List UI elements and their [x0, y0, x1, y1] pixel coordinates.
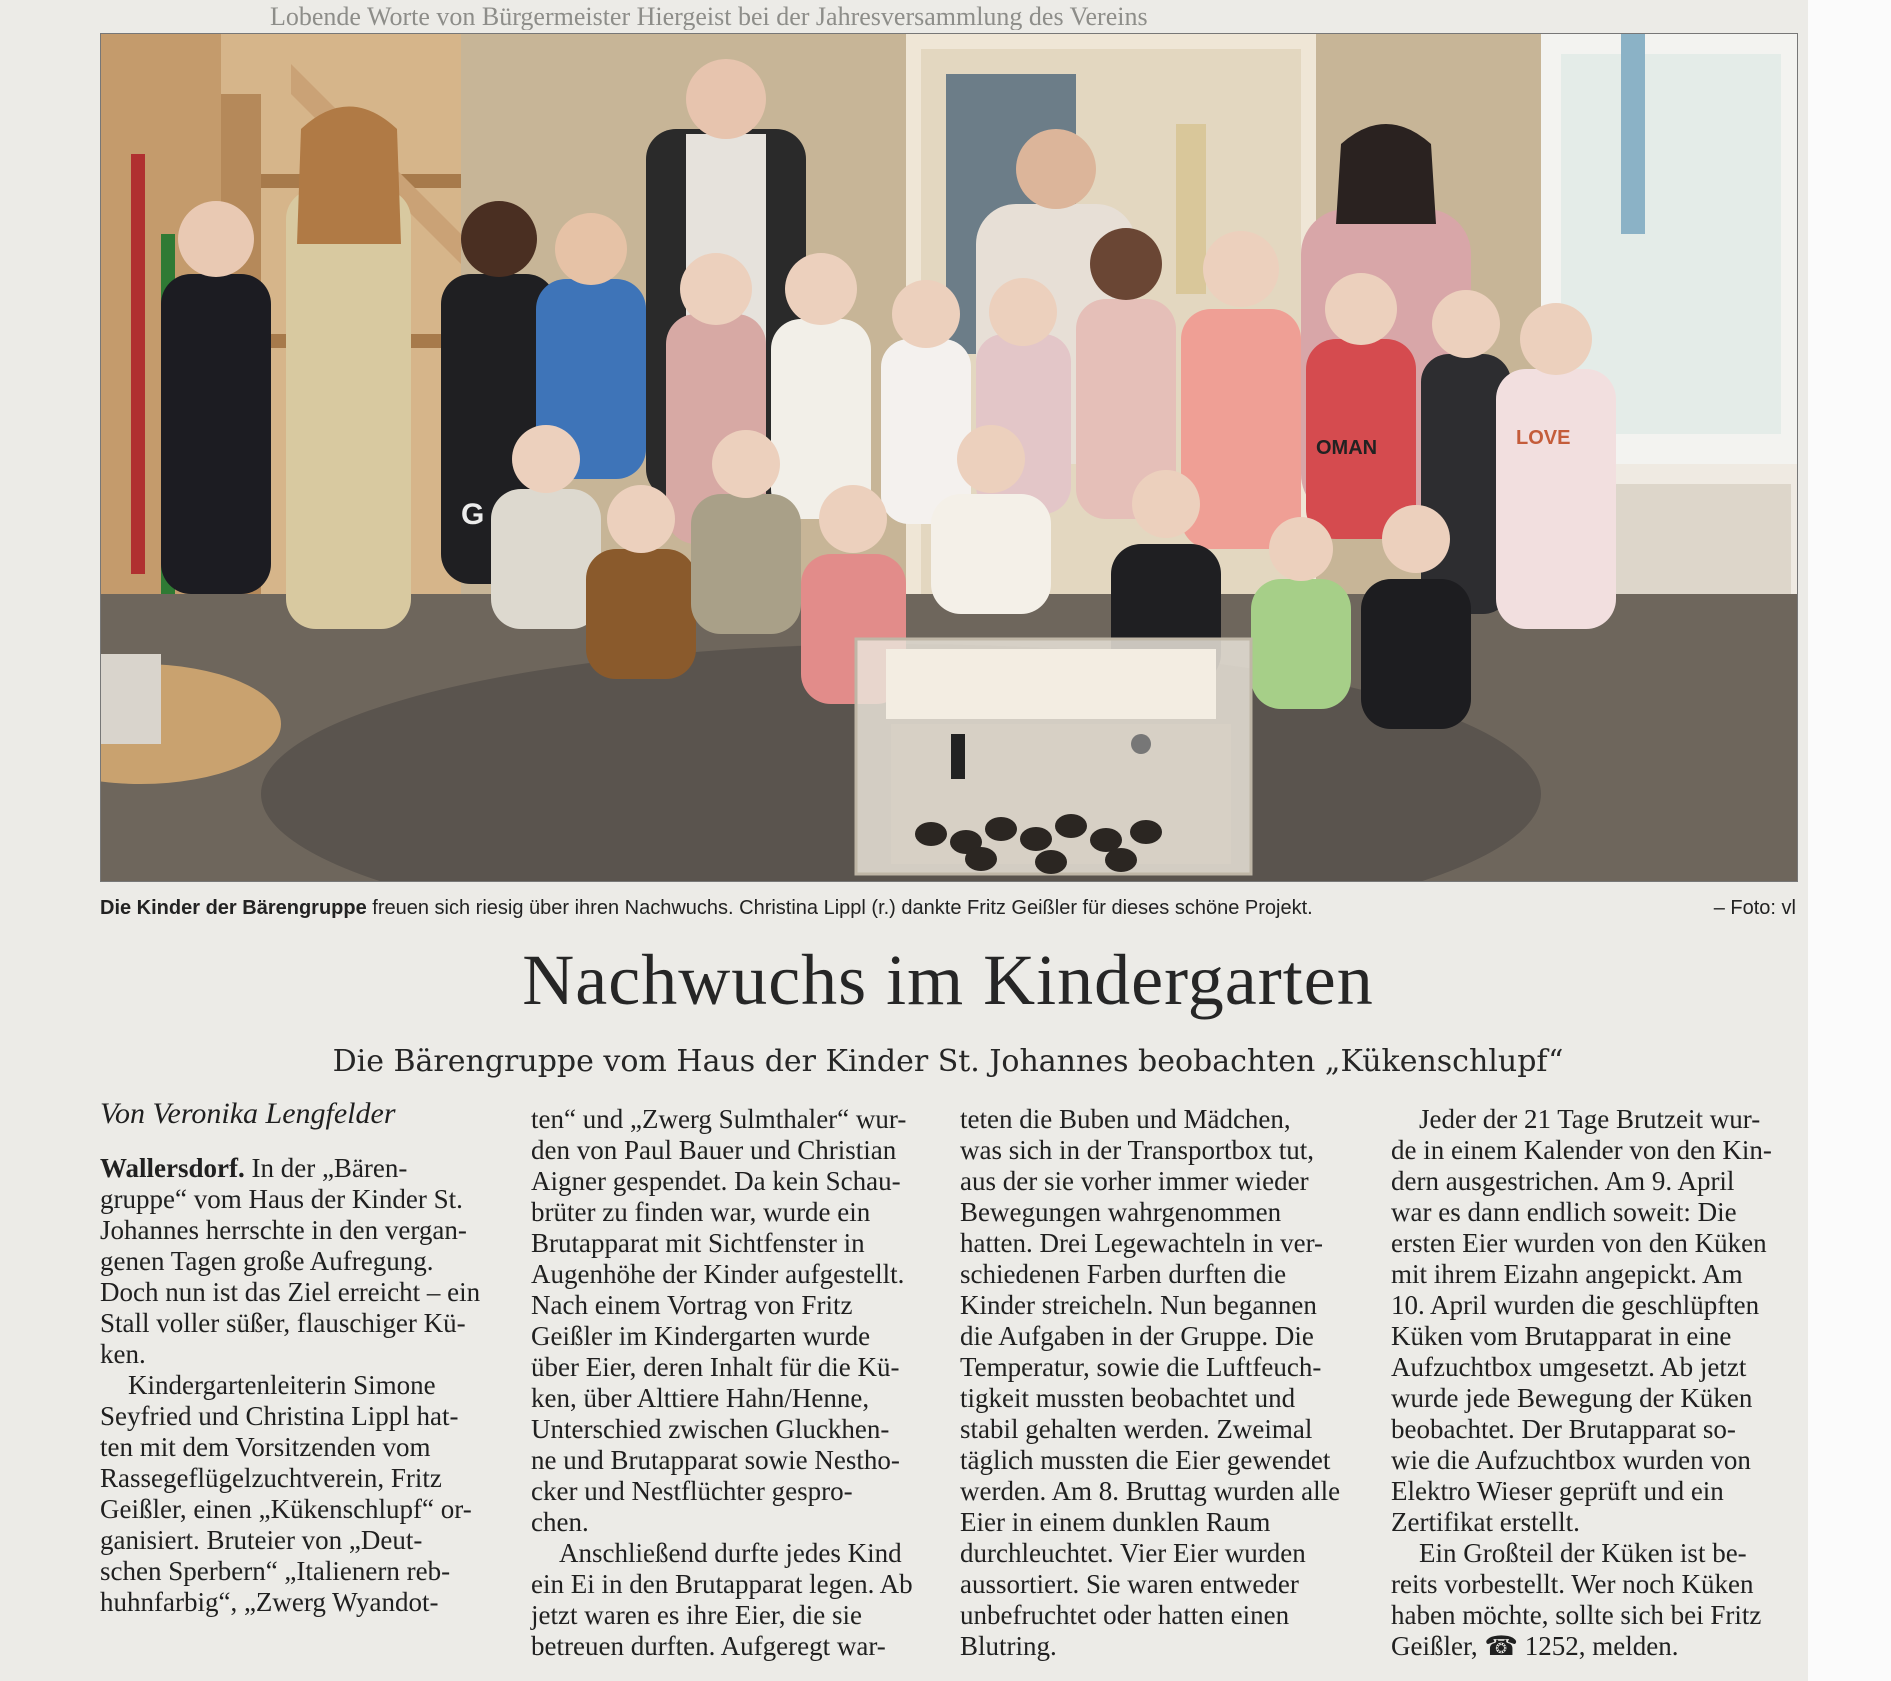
neighbour-headline: Lobende Worte von Bürgermeister Hiergeist bei der Jahresversammlung des Vereins: [270, 2, 1148, 30]
text-line: Jeder der 21 Tage Brutzeit wur-: [1419, 1104, 1761, 1134]
text-line: unbefruchtet oder hatten einen: [960, 1600, 1290, 1630]
text-line: [100, 1153, 520, 1184]
text-line: Geißler, ☎ 1252, melden.: [1391, 1631, 1679, 1661]
text-line: Geißler, einen „Kükenschlupf“ or-: [100, 1494, 472, 1524]
text-line: hatten. Drei Legewachteln in ver-: [960, 1228, 1324, 1258]
text-line: 10. April wurden die geschlüpften: [1391, 1290, 1760, 1320]
text-line: reits vorbestellt. Wer noch Küken: [1391, 1569, 1754, 1599]
text-line: teten die Buben und Mädchen,: [960, 1104, 1291, 1134]
text-line: Seyfried und Christina Lippl hat-: [100, 1401, 459, 1431]
text-line: Aufzuchtbox umgesetzt. Ab jetzt: [1391, 1352, 1747, 1382]
text-line: die Aufgaben in der Gruppe. Die: [960, 1321, 1314, 1351]
text-line: ne und Brutapparat sowie Nestho-: [531, 1445, 900, 1475]
text-line: wurde jede Bewegung der Küken: [1391, 1383, 1753, 1413]
text-line: gruppe“ vom Haus der Kinder St.: [100, 1184, 463, 1214]
article-photo: [100, 33, 1798, 882]
text-line: ken.: [100, 1339, 146, 1369]
text-line: ersten Eier wurden von den Küken: [1391, 1228, 1767, 1258]
text-line: aus der sie vorher immer wieder: [960, 1166, 1309, 1196]
text-line: Rassegeflügelzuchtverein, Fritz: [100, 1463, 442, 1493]
text-line: Augenhöhe der Kinder aufgestellt.: [531, 1259, 905, 1289]
text-line: war es dann endlich soweit: Die: [1391, 1197, 1737, 1227]
text-line: Kinder streicheln. Nun begannen: [960, 1290, 1317, 1320]
text-line: Anschließend durfte jedes Kind: [559, 1538, 902, 1568]
text-line: Doch nun ist das Ziel erreicht – ein: [100, 1277, 481, 1307]
article-column-2: [531, 1104, 951, 1662]
text-line: Unterschied zwischen Gluckhen-: [531, 1414, 890, 1444]
article-column-3: [960, 1104, 1380, 1662]
text-line: Zertifikat erstellt.: [1391, 1507, 1580, 1537]
text-line: Ein Großteil der Küken ist be-: [1419, 1538, 1747, 1568]
text-line: den von Paul Bauer und Christian: [531, 1135, 897, 1165]
text-line: Küken vom Brutapparat in eine: [1391, 1321, 1732, 1351]
text-line: werden. Am 8. Bruttag wurden alle: [960, 1476, 1341, 1506]
text-line: brüter zu finden war, wurde ein: [531, 1197, 871, 1227]
text-line: jetzt waren es ihre Eier, die sie: [531, 1600, 863, 1630]
text-line: aussortiert. Sie waren entweder: [960, 1569, 1299, 1599]
text-line: ten mit dem Vorsitzenden vom: [100, 1432, 431, 1462]
text-line: durchleuchtet. Vier Eier wurden: [960, 1538, 1306, 1568]
text-line: Elektro Wieser geprüft und ein: [1391, 1476, 1724, 1506]
shirt-text: LOVE: [1516, 427, 1571, 449]
text-line: Eier in einem dunklen Raum: [960, 1507, 1271, 1537]
caption-text: freuen sich riesig über ihren Nachwuchs. Christina Lippl (r.) dankte Fritz Geißler für dieses schöne Projekt.: [366, 897, 1313, 919]
text-line: tigkeit mussten beobachtet und: [960, 1383, 1296, 1413]
shirt-text: OMAN: [1316, 437, 1378, 459]
text-line: ken, über Alttiere Hahn/Henne,: [531, 1383, 870, 1413]
text-line: Brutapparat mit Sichtfenster in: [531, 1228, 865, 1258]
text-line: chen.: [531, 1507, 589, 1537]
text-line: ein Ei in den Brutapparat legen. Ab: [531, 1569, 913, 1599]
article-subhead: Die Bärengruppe vom Haus der Kinder St. Johannes beobachten „Kükenschlupf“: [332, 1044, 1564, 1079]
text-line: Bewegungen wahrgenommen: [960, 1197, 1282, 1227]
text-line: Aigner gespendet. Da kein Schau-: [531, 1166, 901, 1196]
text-line: betreuen durften. Aufgeregt war-: [531, 1631, 886, 1661]
article-column-4: [1391, 1104, 1811, 1662]
text-line: ten“ und „Zwerg Sulmthaler“ wur-: [531, 1104, 907, 1134]
text-line: genen Tagen große Aufregung.: [100, 1246, 434, 1276]
text-line: beobachtet. Der Brutapparat so-: [1391, 1414, 1736, 1444]
text-line: schiedenen Farben durften die: [960, 1259, 1287, 1289]
text-line: Geißler im Kindergarten wurde: [531, 1321, 871, 1351]
text-line: schen Sperbern“ „Italienern reb-: [100, 1556, 451, 1586]
article-column-1: [100, 1153, 520, 1618]
dateline: Wallersdorf.: [100, 1153, 245, 1183]
text-line: Nach einem Vortrag von Fritz: [531, 1290, 853, 1320]
article-headline: Nachwuchs im Kindergarten: [522, 940, 1374, 1020]
text-line: Blutring.: [960, 1631, 1057, 1661]
caption-lead: Die Kinder der Bärengruppe: [100, 897, 367, 919]
text-line: huhnfarbig“, „Zwerg Wyandot-: [100, 1587, 439, 1617]
article-byline: Von Veronika Lengfelder: [100, 1097, 396, 1130]
text-line: was sich in der Transportbox tut,: [960, 1135, 1314, 1165]
text-line: cker und Nestflüchter gespro-: [531, 1476, 853, 1506]
text-line: täglich mussten die Eier gewendet: [960, 1445, 1331, 1475]
text-line: de in einem Kalender von den Kin-: [1391, 1135, 1772, 1165]
text-line: über Eier, deren Inhalt für die Kü-: [531, 1352, 900, 1382]
text-line: ganisiert. Bruteier von „Deut-: [100, 1525, 423, 1555]
text-line: Johannes herrschte in den vergan-: [100, 1215, 467, 1245]
text-line: Kindergartenleiterin Simone: [128, 1370, 436, 1400]
scan-margin: [1808, 0, 1891, 1681]
text-line: wie die Aufzuchtbox wurden von: [1391, 1445, 1751, 1475]
pants-letter: G: [461, 498, 485, 531]
dateline-rest: In der „Bären-: [244, 1153, 408, 1183]
text-line: Temperatur, sowie die Luftfeuch-: [960, 1352, 1322, 1382]
text-line: Stall voller süßer, flauschiger Kü-: [100, 1308, 466, 1338]
photo-credit: – Foto: vl: [1713, 897, 1796, 919]
photo-caption: [100, 893, 1796, 923]
text-line: stabil gehalten werden. Zweimal: [960, 1414, 1313, 1444]
text-line: mit ihrem Eizahn angepickt. Am: [1391, 1259, 1743, 1289]
text-line: dern ausgestrichen. Am 9. April: [1391, 1166, 1735, 1196]
text-line: haben möchte, sollte sich bei Fritz: [1391, 1600, 1762, 1630]
